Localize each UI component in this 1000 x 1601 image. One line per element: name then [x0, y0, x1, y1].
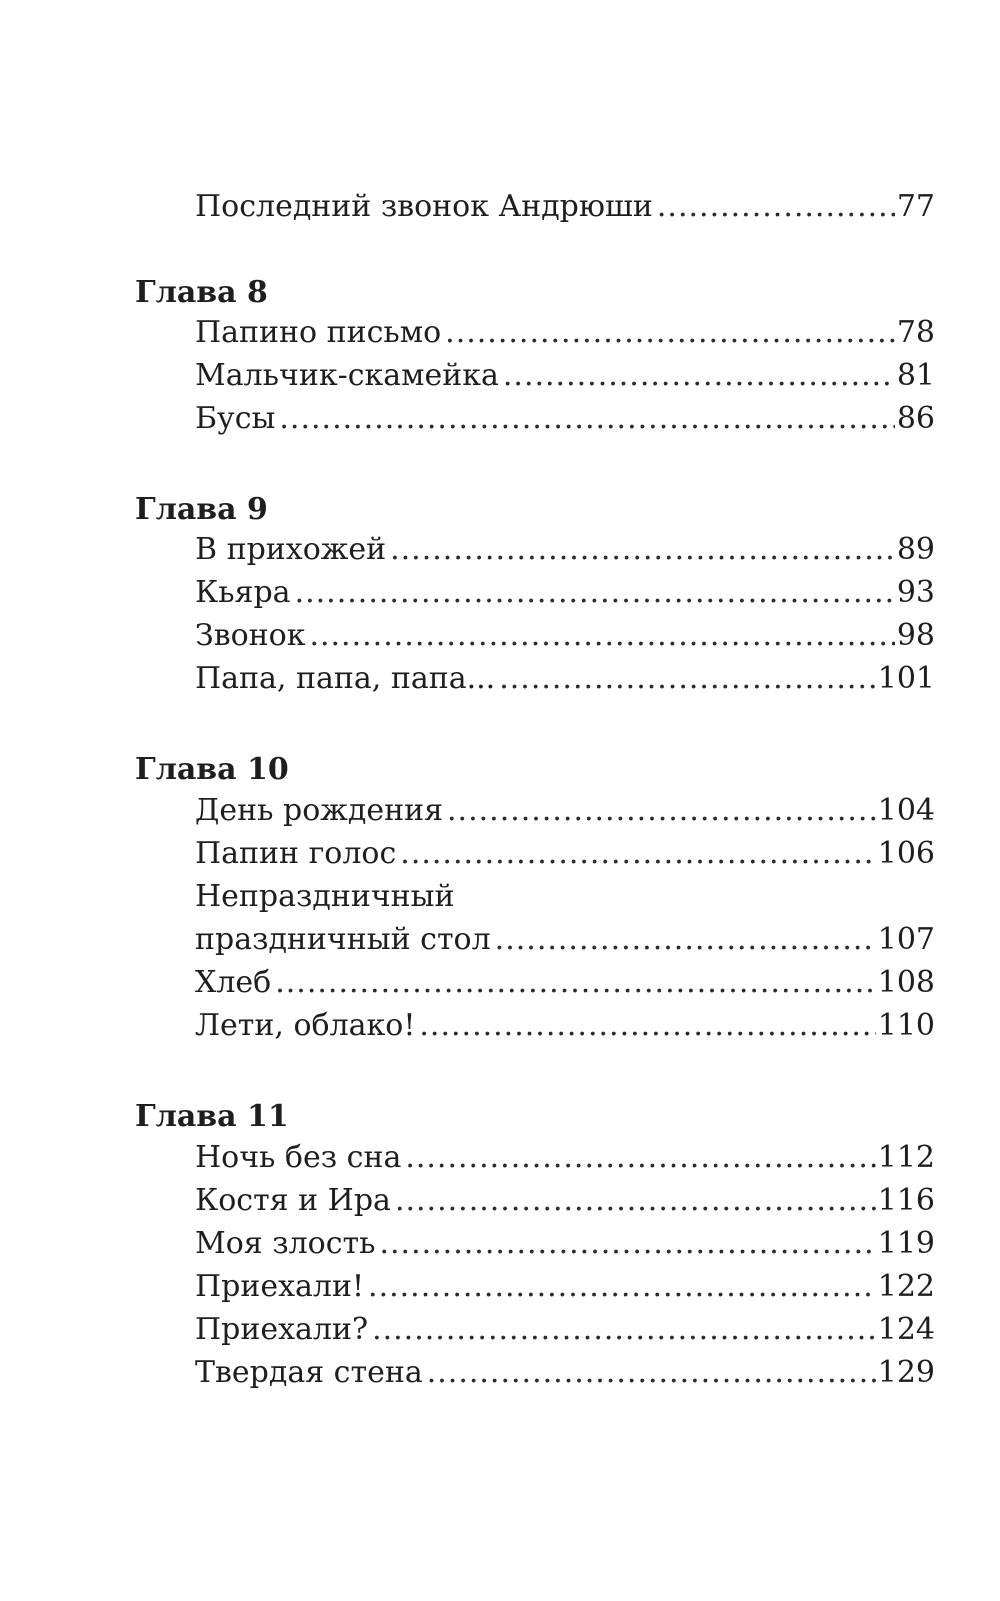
toc-entry-title: Мальчик-скамейка [195, 358, 499, 393]
dot-leader [368, 1266, 876, 1308]
chapter-heading-11: Глава 11 [135, 1099, 289, 1134]
dot-leader [405, 1137, 875, 1179]
toc-entry-title: Кьяра [195, 575, 291, 610]
chapter-heading-8: Глава 8 [135, 275, 268, 310]
toc-entry [195, 833, 935, 875]
dot-leader [503, 355, 895, 397]
toc-entry-title: Папа, папа, папа... [195, 661, 496, 696]
toc-entry [195, 1180, 935, 1222]
toc-entry [195, 1352, 935, 1394]
toc-entry-page: 101 [877, 661, 935, 696]
toc-entry-title: День рождения [195, 793, 444, 828]
chapter-heading-9: Глава 9 [135, 492, 268, 527]
toc-entry [195, 572, 935, 614]
toc-entry [195, 529, 935, 571]
toc-entry-page: 78 [896, 315, 935, 350]
toc-entry-page: 89 [896, 532, 935, 567]
dot-leader [400, 833, 875, 875]
toc-entry-page: 106 [877, 836, 935, 871]
toc-entry-title: Ночь без сна [195, 1140, 402, 1175]
toc-entry-page: 129 [877, 1355, 935, 1390]
toc-entry-page: 119 [877, 1226, 935, 1261]
toc-entry-page: 86 [896, 401, 935, 436]
toc-entry-title: Последний звонок Андрюши [195, 189, 653, 224]
toc-entry-title: Звонок [195, 618, 306, 653]
toc-entry [195, 1266, 935, 1308]
chapter-heading-10: Глава 10 [135, 752, 289, 787]
toc-entry-page: 107 [877, 922, 935, 957]
toc-entry [195, 962, 935, 1004]
toc-entry-title: Приехали? [195, 1312, 369, 1347]
toc-entry-last-call [195, 186, 935, 228]
toc-entry [195, 1005, 935, 1047]
toc-entry-title-line: Непраздничный [195, 879, 455, 914]
toc-entry-title: Моя злость [195, 1226, 376, 1261]
toc-entry-page: 116 [877, 1183, 935, 1218]
toc-entry [195, 1137, 935, 1179]
dot-leader [427, 1352, 876, 1394]
dot-leader [379, 1223, 875, 1265]
dot-leader [499, 658, 876, 700]
toc-entry-title: Твердая стена [195, 1355, 423, 1390]
toc-entry-title: Бусы [195, 401, 276, 436]
toc-entry [195, 615, 935, 657]
toc-entry-title: Хлеб [195, 965, 272, 1000]
toc-entry [195, 398, 935, 440]
dot-leader [390, 529, 895, 571]
dot-leader [372, 1309, 876, 1351]
dot-leader [447, 790, 876, 832]
toc-entry-title: Костя и Ира [195, 1183, 391, 1218]
dot-leader [445, 312, 895, 354]
toc-entry-title: Папино письмо [195, 315, 442, 350]
toc-entry-page: 98 [896, 618, 935, 653]
toc-entry [195, 919, 935, 961]
toc-entry-page: 108 [877, 965, 935, 1000]
toc-entry-title: праздничный стол [195, 922, 491, 957]
toc-entry-page: 93 [896, 575, 935, 610]
toc-entry [195, 1223, 935, 1265]
dot-leader [419, 1005, 875, 1047]
toc-entry-page: 112 [877, 1140, 935, 1175]
toc-entry-title: Лети, облако! [195, 1008, 416, 1043]
dot-leader [657, 186, 895, 228]
toc-entry-title: В прихожей [195, 532, 387, 567]
dot-leader [309, 615, 894, 657]
toc-entry-page: 124 [877, 1312, 935, 1347]
toc-entry-title: Папин голос [195, 836, 397, 871]
toc-entry-page: 77 [896, 189, 935, 224]
toc-entry-page: 104 [877, 793, 935, 828]
dot-leader [295, 572, 895, 614]
toc-entry-page: 122 [877, 1269, 935, 1304]
toc-entry [195, 790, 935, 832]
dot-leader [395, 1180, 876, 1222]
dot-leader [275, 962, 876, 1004]
toc-entry-page: 110 [877, 1008, 935, 1043]
toc-entry [195, 658, 935, 700]
toc-entry [195, 1309, 935, 1351]
toc-entry [195, 355, 935, 397]
dot-leader [279, 398, 894, 440]
toc-entry-title: Приехали! [195, 1269, 365, 1304]
dot-leader [495, 919, 876, 961]
toc-entry-page: 81 [896, 358, 935, 393]
toc-entry [195, 312, 935, 354]
